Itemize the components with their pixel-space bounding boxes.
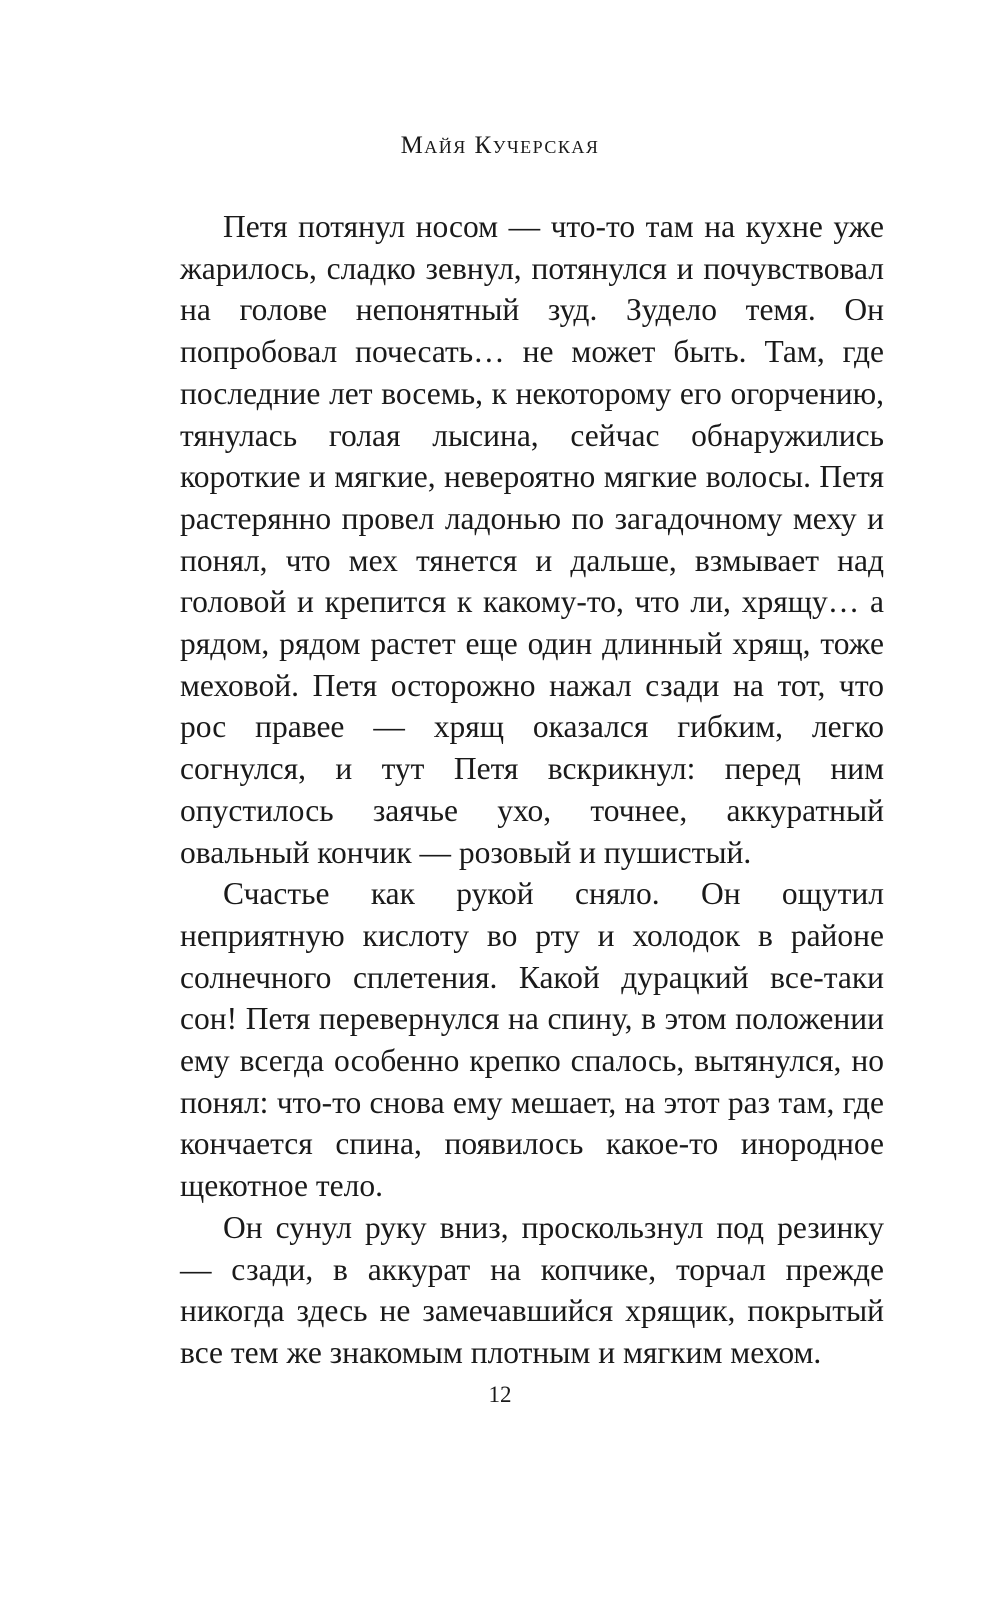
- page-number: 12: [488, 1382, 512, 1407]
- body-text: [180, 206, 884, 1374]
- running-header-author: Майя Кучерская: [400, 132, 600, 159]
- paragraph-2: Счастье как рукой сняло. Он ощутил неприятную кислоту во рту и холодок в районе солнечного сплетения. Какой дурацкий все-таки сон! Петя перевернулся на спину, в этом положении ему всегда особенно крепко спалось, вытянулся, но понял: что-то снова ему мешает, на этот раз там, где кончается спина, появилось какое-то инородное щекотное тело.: [180, 876, 884, 1204]
- paragraph-1: Петя потянул носом — что-то там на кухне уже жарилось, сладко зевнул, потянулся и почувствовал на голове непонятный зуд. Зудело темя. Он попробовал почесать… не может быть. Там, где последние лет восемь, к некоторому его огорчению, тянулась голая лысина, сейчас обнаружились короткие и мягкие, невероятно мягкие волосы. Петя растерянно провел ладонью по загадочному меху и понял, что мех тянется и дальше, взмывает над головой и крепится к какому-то, что ли, хрящу… а рядом, рядом растет еще один длинный хрящ, тоже меховой. Петя осторожно нажал сзади на тот, что рос правее — хрящ оказался гибким, легко согнулся, и тут Петя вскрикнул: перед ним опустилось заячье ухо, точнее, аккуратный овальный кончик — розовый и пушистый.: [180, 209, 884, 870]
- paragraph-3: Он сунул руку вниз, проскользнул под резинку — сзади, в аккурат на копчике, торчал прежде никогда здесь не замечавшийся хрящик, покрытый все тем же знакомым плотным и мягким мехом.: [180, 1209, 884, 1370]
